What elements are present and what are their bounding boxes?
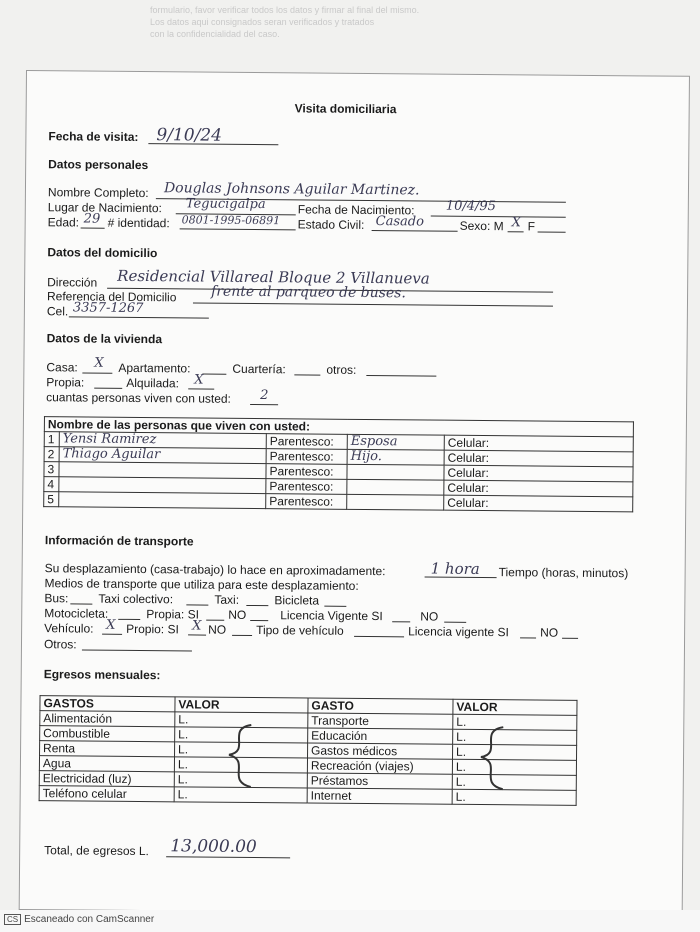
table-row: Electricidad (luz) L. Préstamos L. <box>39 771 576 791</box>
alquilada-value: X <box>194 372 204 388</box>
form-title: Visita domiciliaria <box>294 101 397 117</box>
fecha-label: Fecha de visita: <box>48 129 139 144</box>
table-row: Combustible L. Educación L. <box>40 726 577 746</box>
personas-value: 2 <box>260 388 269 404</box>
taxi-colectivo-label: Taxi colectivo: <box>98 591 174 607</box>
casa-value: X <box>94 355 104 371</box>
cel-value: 3357-1267 <box>72 300 144 317</box>
personas-label: cuantas personas viven con usted: <box>46 390 231 406</box>
form-page <box>19 70 690 916</box>
casa-label: Casa: <box>46 360 78 375</box>
nombre-value: Douglas Johnsons Aguilar Martinez. <box>163 180 420 199</box>
identidad-value: 0801-1995-06891 <box>181 213 281 228</box>
sexo-label: Sexo: M <box>459 218 504 234</box>
lugar-label: Lugar de Nacimiento: <box>47 200 162 216</box>
sexo-f: F <box>527 219 536 234</box>
otros-transporte-label: Otros: <box>43 637 77 652</box>
table-row: Teléfono celular L. Internet L. <box>39 786 576 806</box>
cuarteria-label: Cuartería: <box>232 361 286 377</box>
moto-licencia-label: Licencia Vigente SI <box>280 608 383 624</box>
desplazamiento-value: 1 hora <box>430 559 480 578</box>
referencia-value: frente al parqueo de buses. <box>211 283 406 302</box>
brace-mark-right <box>473 723 514 793</box>
direccion-value: Residencial Villareal Bloque 2 Villanueva <box>117 266 430 288</box>
sexo-value: X <box>511 215 522 231</box>
motocicleta-label: Motocicleta: <box>44 606 109 621</box>
edad-value: 29 <box>83 211 101 227</box>
lugar-value: Tegucigalpa <box>185 196 266 213</box>
table-row: Agua L. Recreación (viajes) L. <box>39 756 576 776</box>
table-row: 2 Thiago Aguilar Parentesco: Hijo. Celular: <box>44 447 633 467</box>
nombre-label: Nombre Completo: <box>47 185 149 201</box>
table-row: Alimentación L. Transporte L. <box>40 711 577 731</box>
bicicleta-label: Bicicleta <box>274 593 320 608</box>
propio-value: X <box>192 618 202 634</box>
personas-table <box>43 416 634 512</box>
fecha-nac-label: Fecha de Nacimiento: <box>297 202 415 218</box>
table-row: 4 Parentesco: Celular: <box>44 477 633 497</box>
egresos-heading: Egresos mensuales: <box>43 667 161 683</box>
licencia-no-label: NO <box>540 625 559 640</box>
moto-propia-label: Propia: SI <box>146 607 200 622</box>
personas-table-header: Nombre de las personas que viven con usted: <box>44 417 633 437</box>
edad-label: Edad: <box>47 215 80 230</box>
egresos-table: GASTOS VALOR GASTO VALOR Alimentación L. Transporte L. Combustible L. Educación L. Renta L. Gastos médicos L. Agua L. Recreación (viajes) L. Electricidad (luz) L. Préstamos L. Teléfono celular L. Internet L. <box>39 695 578 806</box>
datos-personales-heading: Datos personales <box>48 157 149 173</box>
moto-licencia-no-label: NO <box>420 609 439 624</box>
apartamento-label: Apartamento: <box>118 360 191 376</box>
estado-value: Casado <box>375 214 425 230</box>
brace-mark-left <box>221 721 262 791</box>
moto-no-label: NO <box>228 607 247 622</box>
otros-vivienda-label: otros: <box>326 362 357 377</box>
domicilio-heading: Datos del domicilio <box>47 245 158 261</box>
table-row: Renta L. Gastos médicos L. <box>40 741 577 761</box>
bus-label: Bus: <box>44 591 69 606</box>
scanner-text: Escaneado con CamScanner <box>24 914 155 925</box>
direccion-label: Dirección <box>47 275 98 290</box>
transporte-heading: Información de transporte <box>44 533 194 549</box>
vehiculo-no-label: NO <box>208 622 227 637</box>
fecha-nac-value: 10/4/95 <box>445 198 497 215</box>
licencia-vigente-label: Licencia vigente SI <box>408 624 509 640</box>
total-value: 13,000.00 <box>170 836 257 858</box>
medios-label: Medios de transporte que utiliza para este desplazamiento: <box>44 576 359 593</box>
fecha-value: 9/10/24 <box>156 125 223 146</box>
table-row: 5 Parentesco: Celular: <box>44 492 633 512</box>
table-row: 3 Parentesco: Celular: <box>44 462 633 482</box>
cel-label: Cel. <box>46 304 69 319</box>
taxi-label: Taxi: <box>214 592 240 607</box>
vehiculo-value: X <box>106 617 116 633</box>
vehiculo-label: Vehículo: <box>44 621 94 636</box>
alquilada-label: Alquilada: <box>126 375 180 391</box>
tiempo-label: Tiempo (horas, minutos) <box>498 565 629 581</box>
total-label: Total, de egresos L. <box>44 843 149 859</box>
desplazamiento-label: Su desplazamiento (casa-trabajo) lo hace en aproximadamente: <box>44 561 386 579</box>
referencia-label: Referencia del Domicilio <box>46 289 177 305</box>
camscanner-logo: CS <box>4 914 21 925</box>
scanner-footer <box>0 910 700 932</box>
bleed-through-text: formulario, favor verificar todos los datos y firmar al final del mismo. Los datos aqui consignados seran verificados y tratados con la confidencialidad del caso. <box>150 5 420 39</box>
propia-label: Propia: <box>46 375 85 390</box>
propio-label: Propio: SI <box>126 621 179 637</box>
table-row: 1 Yensi Ramirez Parentesco: Esposa Celular: <box>44 432 633 452</box>
tipo-vehiculo-label: Tipo de vehículo <box>256 623 344 638</box>
vivienda-heading: Datos de la vivienda <box>46 331 163 347</box>
estado-label: Estado Civil: <box>297 217 365 232</box>
identidad-label: # identidad: <box>107 215 170 231</box>
